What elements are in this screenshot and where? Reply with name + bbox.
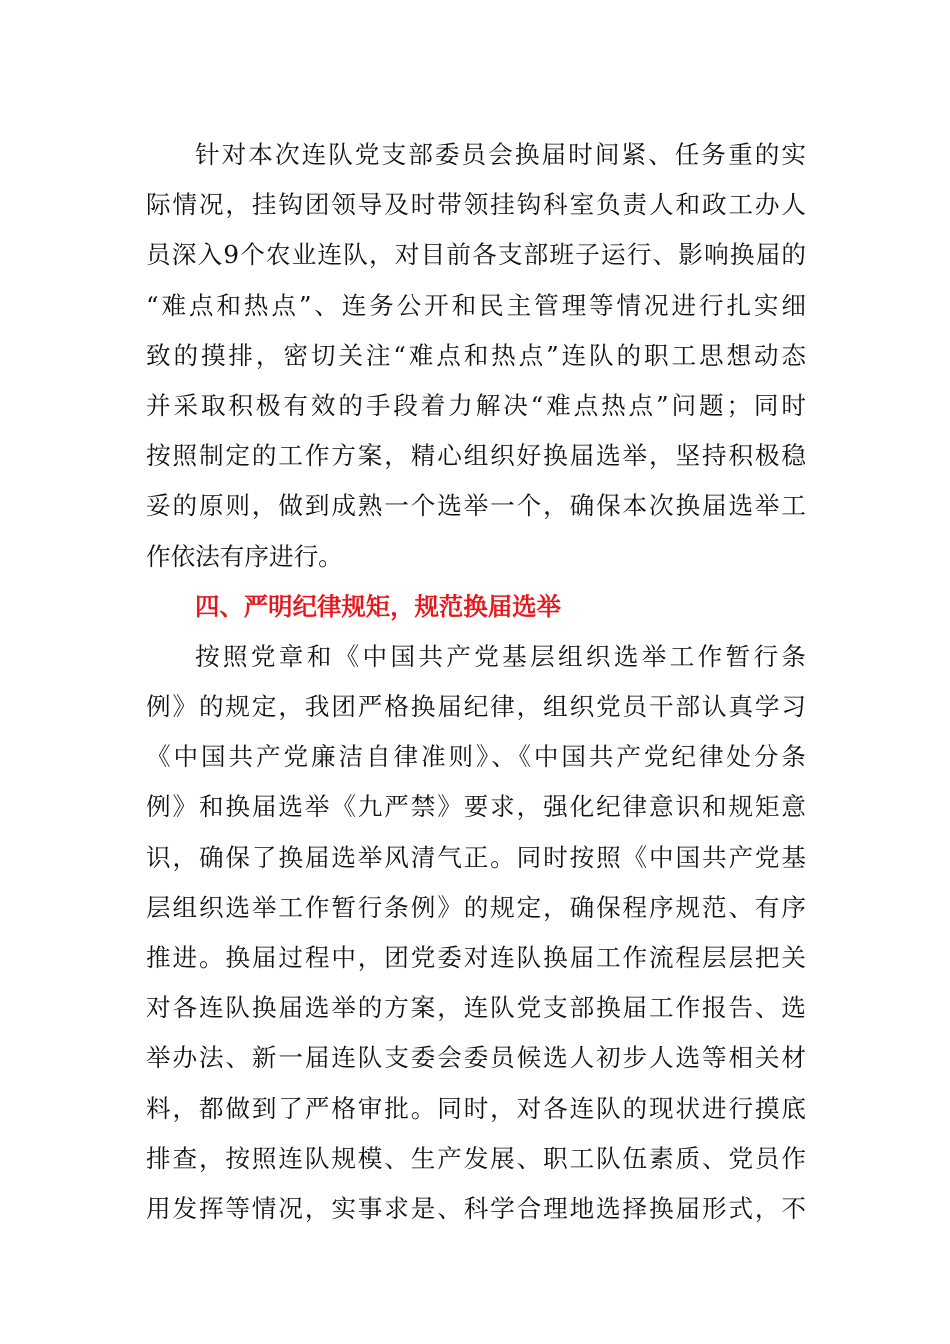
paragraph-line: 例》和换届选举《九严禁》要求，强化纪律意识和规矩意 xyxy=(146,792,806,822)
section-heading: 四、严明纪律规矩，规范换届选举 xyxy=(195,591,561,621)
paragraph-line: 排查，按照连队规模、生产发展、职工队伍素质、党员作 xyxy=(146,1143,806,1173)
paragraph-line: 针对本次连队党支部委员会换届时间紧、任务重的实 xyxy=(195,140,806,169)
paragraph-line: 员深入9个农业连队，对目前各支部班子运行、影响换届的 xyxy=(146,240,806,270)
paragraph-line: 推进。换届过程中，团党委对连队换届工作流程层层把关 xyxy=(146,943,806,972)
paragraph-line: 并采取积极有效的手段着力解决“难点热点”问题；同时 xyxy=(146,390,806,420)
paragraph-line: 识，确保了换届选举风清气正。同时按照《中国共产党基 xyxy=(146,842,806,872)
document-body xyxy=(146,130,806,1234)
paragraph-line: 举办法、新一届连队支委会委员候选人初步人选等相关材 xyxy=(146,1043,806,1073)
paragraph-line: 层组织选举工作暂行条例》的规定，确保程序规范、有序 xyxy=(146,892,806,922)
paragraph-line: “难点和热点”、连务公开和民主管理等情况进行扎实细 xyxy=(146,290,806,320)
paragraph-line: 用发挥等情况，实事求是、科学合理地选择换届形式，不 xyxy=(146,1193,806,1223)
paragraph-line: 际情况，挂钩团领导及时带领挂钩科室负责人和政工办人 xyxy=(146,190,806,220)
paragraph-line: 致的摸排，密切关注“难点和热点”连队的职工思想动态 xyxy=(146,340,806,370)
paragraph-2 xyxy=(146,632,806,1234)
paragraph-1 xyxy=(146,130,806,582)
paragraph-line: 作依法有序进行。 xyxy=(146,541,343,571)
paragraph-line: 妥的原则，做到成熟一个选举一个，确保本次换届选举工 xyxy=(146,491,806,521)
paragraph-line: 按照党章和《中国共产党基层组织选举工作暂行条 xyxy=(195,641,806,671)
paragraph-line: 料，都做到了严格审批。同时，对各连队的现状进行摸底 xyxy=(146,1093,806,1123)
paragraph-line: 例》的规定，我团严格换届纪律，组织党员干部认真学习 xyxy=(146,692,806,722)
paragraph-line: 对各连队换届选举的方案，连队党支部换届工作报告、选 xyxy=(146,993,806,1023)
paragraph-line: 《中国共产党廉洁自律准则》、《中国共产党纪律处分条 xyxy=(146,742,806,772)
paragraph-line: 按照制定的工作方案，精心组织好换届选举，坚持积极稳 xyxy=(146,441,806,471)
